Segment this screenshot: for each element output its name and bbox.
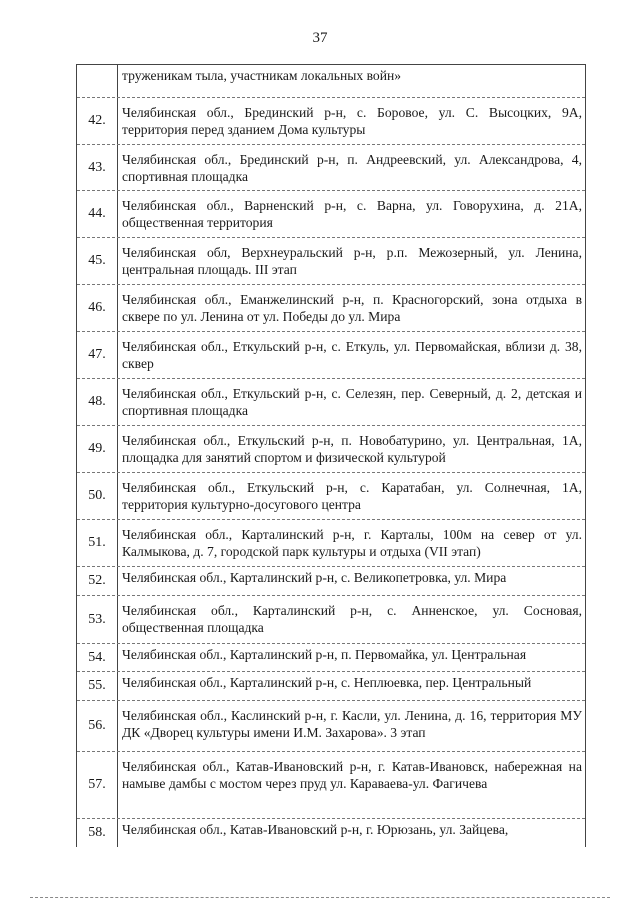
row-address: Челябинская обл., Еткульский р-н, с. Еткуль, ул. Первомайская, вблизи д. 38, сквер	[122, 339, 582, 371]
table-row	[77, 332, 585, 379]
row-number: 57.	[77, 752, 118, 818]
row-number: 51.	[77, 520, 118, 566]
row-number: 58.	[77, 819, 118, 847]
page-number: 37	[312, 30, 328, 46]
row-number: 50.	[77, 473, 118, 519]
row-address: Челябинская обл, Верхнеуральский р-н, р.п. Межозерный, ул. Ленина, центральная площадь. III этап	[122, 245, 582, 277]
row-address: Челябинская обл., Еткульский р-н, п. Новобатурино, ул. Центральная, 1А, площадка для занятий спортом и физической культурой	[122, 433, 582, 465]
row-number	[77, 65, 118, 97]
table-row	[77, 819, 585, 847]
row-address: Челябинская обл., Брединский р-н, п. Андреевский, ул. Александрова, 4, спортивная площадка	[122, 152, 582, 184]
table-row	[77, 672, 585, 701]
row-address: Челябинская обл., Еткульский р-н, с. Каратабан, ул. Солнечная, 1А, территория культурно-досугового центра	[122, 480, 582, 512]
table-row	[77, 473, 585, 520]
row-number: 48.	[77, 379, 118, 425]
row-number: 44.	[77, 191, 118, 237]
row-number: 47.	[77, 332, 118, 378]
table-row	[77, 701, 585, 752]
row-number: 53.	[77, 596, 118, 643]
table-row	[77, 285, 585, 332]
row-address: труженикам тыла, участникам локальных войн»	[122, 68, 402, 83]
table-row	[77, 644, 585, 672]
page-bottom-rule	[30, 897, 610, 898]
row-number: 49.	[77, 426, 118, 472]
table-row	[77, 426, 585, 473]
row-address: Челябинская обл., Карталинский р-н, с. Неплюевка, пер. Центральный	[122, 675, 532, 690]
table-row	[77, 98, 585, 145]
table-row	[77, 379, 585, 426]
table-row	[77, 64, 585, 98]
row-address: Челябинская обл., Катав-Ивановский р-н, г. Катав-Ивановск, набережная на намыве дамбы с мостом через пруд ул. Караваева-ул. Фагичева	[122, 759, 582, 791]
row-address: Челябинская обл., Карталинский р-н, с. Анненское, ул. Сосновая, общественная площадка	[122, 603, 582, 635]
row-number: 46.	[77, 285, 118, 331]
row-address: Челябинская обл., Катав-Ивановский р-н, г. Юрюзань, ул. Зайцева,	[122, 822, 509, 837]
row-number: 54.	[77, 644, 118, 671]
row-address: Челябинская обл., Каслинский р-н, г. Касли, ул. Ленина, д. 16, территория МУ ДК «Дворец культуры имени И.М. Захарова». 3 этап	[122, 708, 582, 740]
row-number: 45.	[77, 238, 118, 284]
row-number: 56.	[77, 701, 118, 751]
row-address: Челябинская обл., Брединский р-н, с. Боровое, ул. С. Высоцких, 9А, территория перед зданием Дома культуры	[122, 105, 582, 137]
row-address: Челябинская обл., Еткульский р-н, с. Селезян, пер. Северный, д. 2, детская и спортивная площадка	[122, 386, 582, 418]
row-address: Челябинская обл., Варненский р-н, с. Варна, ул. Говорухина, д. 21А, общественная территория	[122, 198, 582, 230]
table-row	[77, 752, 585, 819]
row-address: Челябинская обл., Карталинский р-н, с. Великопетровка, ул. Мира	[122, 570, 507, 585]
row-address: Челябинская обл., Еманжелинский р-н, п. Красногорский, зона отдыха в сквере по ул. Ленина от ул. Победы до ул. Мира	[122, 292, 582, 324]
row-address: Челябинская обл., Карталинский р-н, г. Карталы, 100м на север от ул. Калмыкова, д. 7, городской парк культуры и отдыха (VII этап)	[122, 527, 582, 559]
address-table	[76, 64, 586, 847]
row-address: Челябинская обл., Карталинский р-н, п. Первомайка, ул. Центральная	[122, 647, 527, 662]
table-row	[77, 596, 585, 644]
row-number: 55.	[77, 672, 118, 700]
row-number: 52.	[77, 567, 118, 595]
table-row	[77, 145, 585, 191]
row-number: 42.	[77, 98, 118, 144]
table-row	[77, 238, 585, 285]
table-row	[77, 567, 585, 596]
row-number: 43.	[77, 145, 118, 190]
table-row	[77, 520, 585, 567]
table-row	[77, 191, 585, 238]
